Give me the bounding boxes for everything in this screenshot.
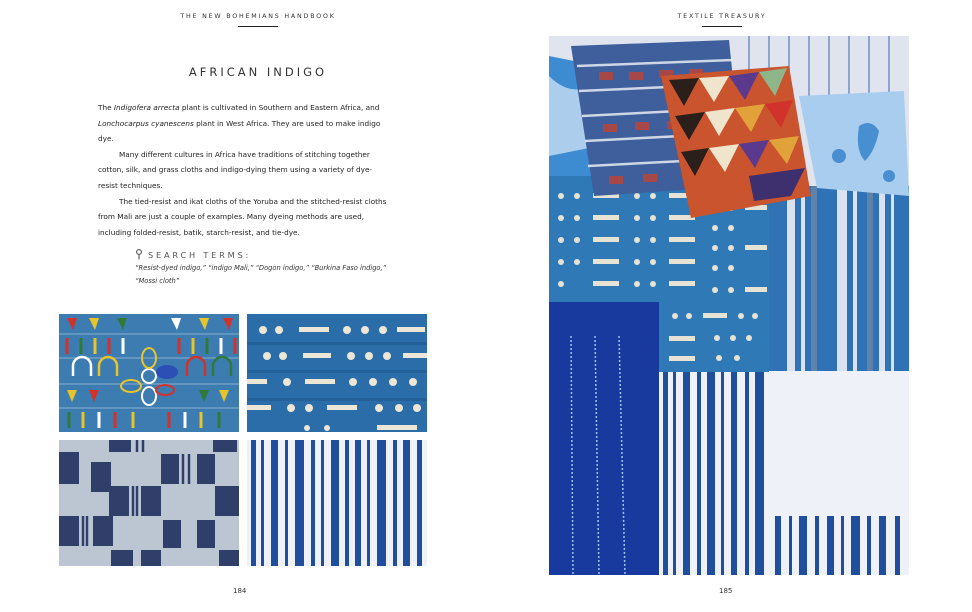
running-head-left: THE NEW BOHEMIANS HANDBOOK: [128, 13, 388, 27]
paragraph-3: The tied-resist and ikat cloths of the Yoruba and the stitched-resist cloths from Mali are just a couple of examples. Many dyeing methods are used, including folded-resist, batik, starch-resist, and tie-dye.: [98, 196, 387, 237]
paragraph-2: Many different cultures in Africa have traditions of stitching together cotton, silk, and grass cloths and indigo-dying them using a variety of dye-resist techniques.: [98, 149, 373, 190]
search-terms-box: [135, 249, 395, 288]
header-rule: [702, 26, 742, 27]
search-terms-heading: SEARCH TERMS:: [148, 249, 252, 260]
running-head-right: TEXTILE TREASURY: [662, 13, 782, 27]
page-number-right: 185: [719, 587, 733, 595]
checkered-woven-image: [59, 440, 239, 566]
body-text: [98, 100, 389, 240]
paragraph-1: The Indigofera arrecta plant is cultivated in Southern and Eastern Africa, and Lonchocarpus cyanescens plant in West Africa. They are used to make indigo dye.: [98, 103, 381, 144]
embroidered-indigo-image: [59, 314, 239, 432]
textiles-daybed-photo: [549, 36, 909, 575]
page-title: AFRICAN INDIGO: [188, 65, 328, 79]
search-terms-list: “Resist-dyed indigo,” “indigo Mali,” “Dogon indigo,” “Burkina Faso indigo,” “Mossi cloth”: [135, 264, 387, 285]
right-page: [486, 0, 972, 612]
pin-icon: [135, 249, 143, 260]
tie-dye-indigo-image: [247, 314, 427, 432]
header-rule: [238, 26, 278, 27]
striped-indigo-image: [247, 440, 427, 566]
page-number-left: 184: [233, 587, 247, 595]
image-grid: [59, 314, 427, 566]
